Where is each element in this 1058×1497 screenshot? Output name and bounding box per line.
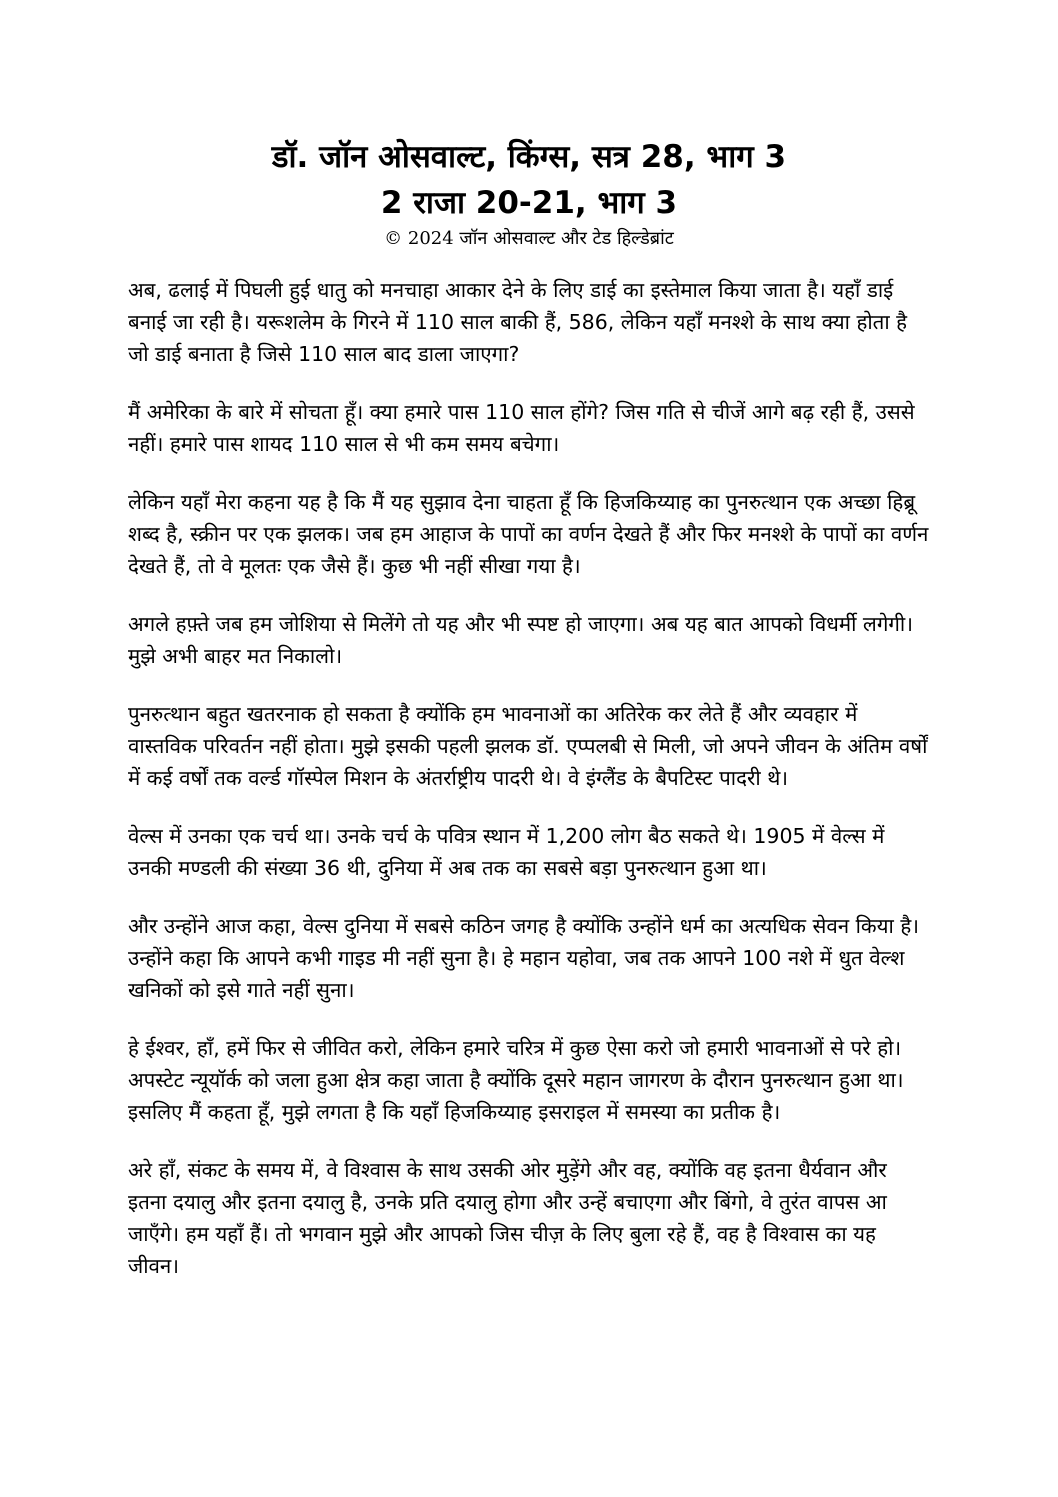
paragraph-5: पुनरुत्थान बहुत खतरनाक हो सकता है क्योंकि हम भावनाओं का अतिरेक कर लेते हैं और व्यवहार में वास्तविक परिवर्तन नहीं होता। मुझे इसकी पहली झलक डॉ. एप्पलबी से मिली, जो अपने जीवन के अंतिम वर्षों में कई वर्षों तक वर्ल्ड गॉस्पेल मिशन के अंतर्राष्ट्रीय पादरी थे। वे इंग्लैंड के बैपटिस्ट पादरी थे। (128, 702, 928, 790)
copyright-notice: © 2024 जॉन ओसवाल्ट और टेड हिल्डेब्रांट (384, 228, 674, 249)
document-subtitle: 2 राजा 20-21, भाग 3 (380, 185, 678, 221)
paragraph-8: हे ईश्वर, हाँ, हमें फिर से जीवित करो, लेकिन हमारे चरित्र में कुछ ऐसा करो जो हमारी भावनाओं से परे हो। अपस्टेट न्यूयॉर्क को जला हुआ क्षेत्र कहा जाता है क्योंकि दूसरे महान जागरण के दौरान पुनरुत्थान हुआ था। इसलिए मैं कहता हूँ, मुझे लगता है कि यहाँ हिजकिय्याह इसराइल में समस्या का प्रतीक है। (128, 1036, 904, 1124)
title-block (128, 134, 930, 252)
paragraph-4: अगले हफ़्ते जब हम जोशिया से मिलेंगे तो यह और भी स्पष्ट हो जाएगा। अब यह बात आपको विधर्मी लगेगी। मुझे अभी बाहर मत निकालो। (128, 612, 913, 668)
paragraph-1: अब, ढलाई में पिघली हुई धातु को मनचाहा आकार देने के लिए डाई का इस्तेमाल किया जाता है। यहाँ डाई बनाई जा रही है। यरूशलेम के गिरने में 110 साल बाकी हैं, 586, लेकिन यहाँ मनश्शे के साथ क्या होता है जो डाई बनाता है जिसे 110 साल बाद डाला जाएगा? (128, 278, 908, 366)
paragraph-6: वेल्स में उनका एक चर्च था। उनके चर्च के पवित्र स्थान में 1,200 लोग बैठ सकते थे। 1905 में वेल्स में उनकी मण्डली की संख्या 36 थी, दुनिया में अब तक का सबसे बड़ा पुनरुत्थान हुआ था। (128, 824, 885, 880)
document-title: डॉ. जॉन ओसवाल्ट, किंग्स, सत्र 28, भाग 3 (271, 139, 787, 175)
paragraph-9: अरे हाँ, संकट के समय में, वे विश्वास के साथ उसकी ओर मुड़ेंगे और वह, क्योंकि वह इतना धैर्यवान और इतना दयालु और इतना दयालु है, उनके प्रति दयालु होगा और उन्हें बचाएगा और बिंगो, वे तुरंत वापस आ जाएँगे। हम यहाँ हैं। तो भगवान मुझे और आपको जिस चीज़ के लिए बुला रहे हैं, वह है विश्वास का यह जीवन। (128, 1158, 887, 1278)
document-body (128, 274, 930, 1282)
paragraph-2: मैं अमेरिका के बारे में सोचता हूँ। क्या हमारे पास 110 साल होंगे? जिस गति से चीजें आगे बढ़ रही हैं, उससे नहीं। हमारे पास शायद 110 साल से भी कम समय बचेगा। (128, 400, 915, 456)
paragraph-7: और उन्होंने आज कहा, वेल्स दुनिया में सबसे कठिन जगह है क्योंकि उन्होंने धर्म का अत्यधिक सेवन किया है। उन्होंने कहा कि आपने कभी गाइड मी नहीं सुना है। हे महान यहोवा, जब तक आपने 100 नशे में धुत वेल्श खनिकों को इसे गाते नहीं सुना। (128, 914, 920, 1002)
paragraph-3: लेकिन यहाँ मेरा कहना यह है कि मैं यह सुझाव देना चाहता हूँ कि हिजकिय्याह का पुनरुत्थान एक अच्छा हिब्रू शब्द है, स्क्रीन पर एक झलक। जब हम आहाज के पापों का वर्णन देखते हैं और फिर मनश्शे के पापों का वर्णन देखते हैं, तो वे मूलतः एक जैसे हैं। कुछ भी नहीं सीखा गया है। (128, 490, 929, 578)
